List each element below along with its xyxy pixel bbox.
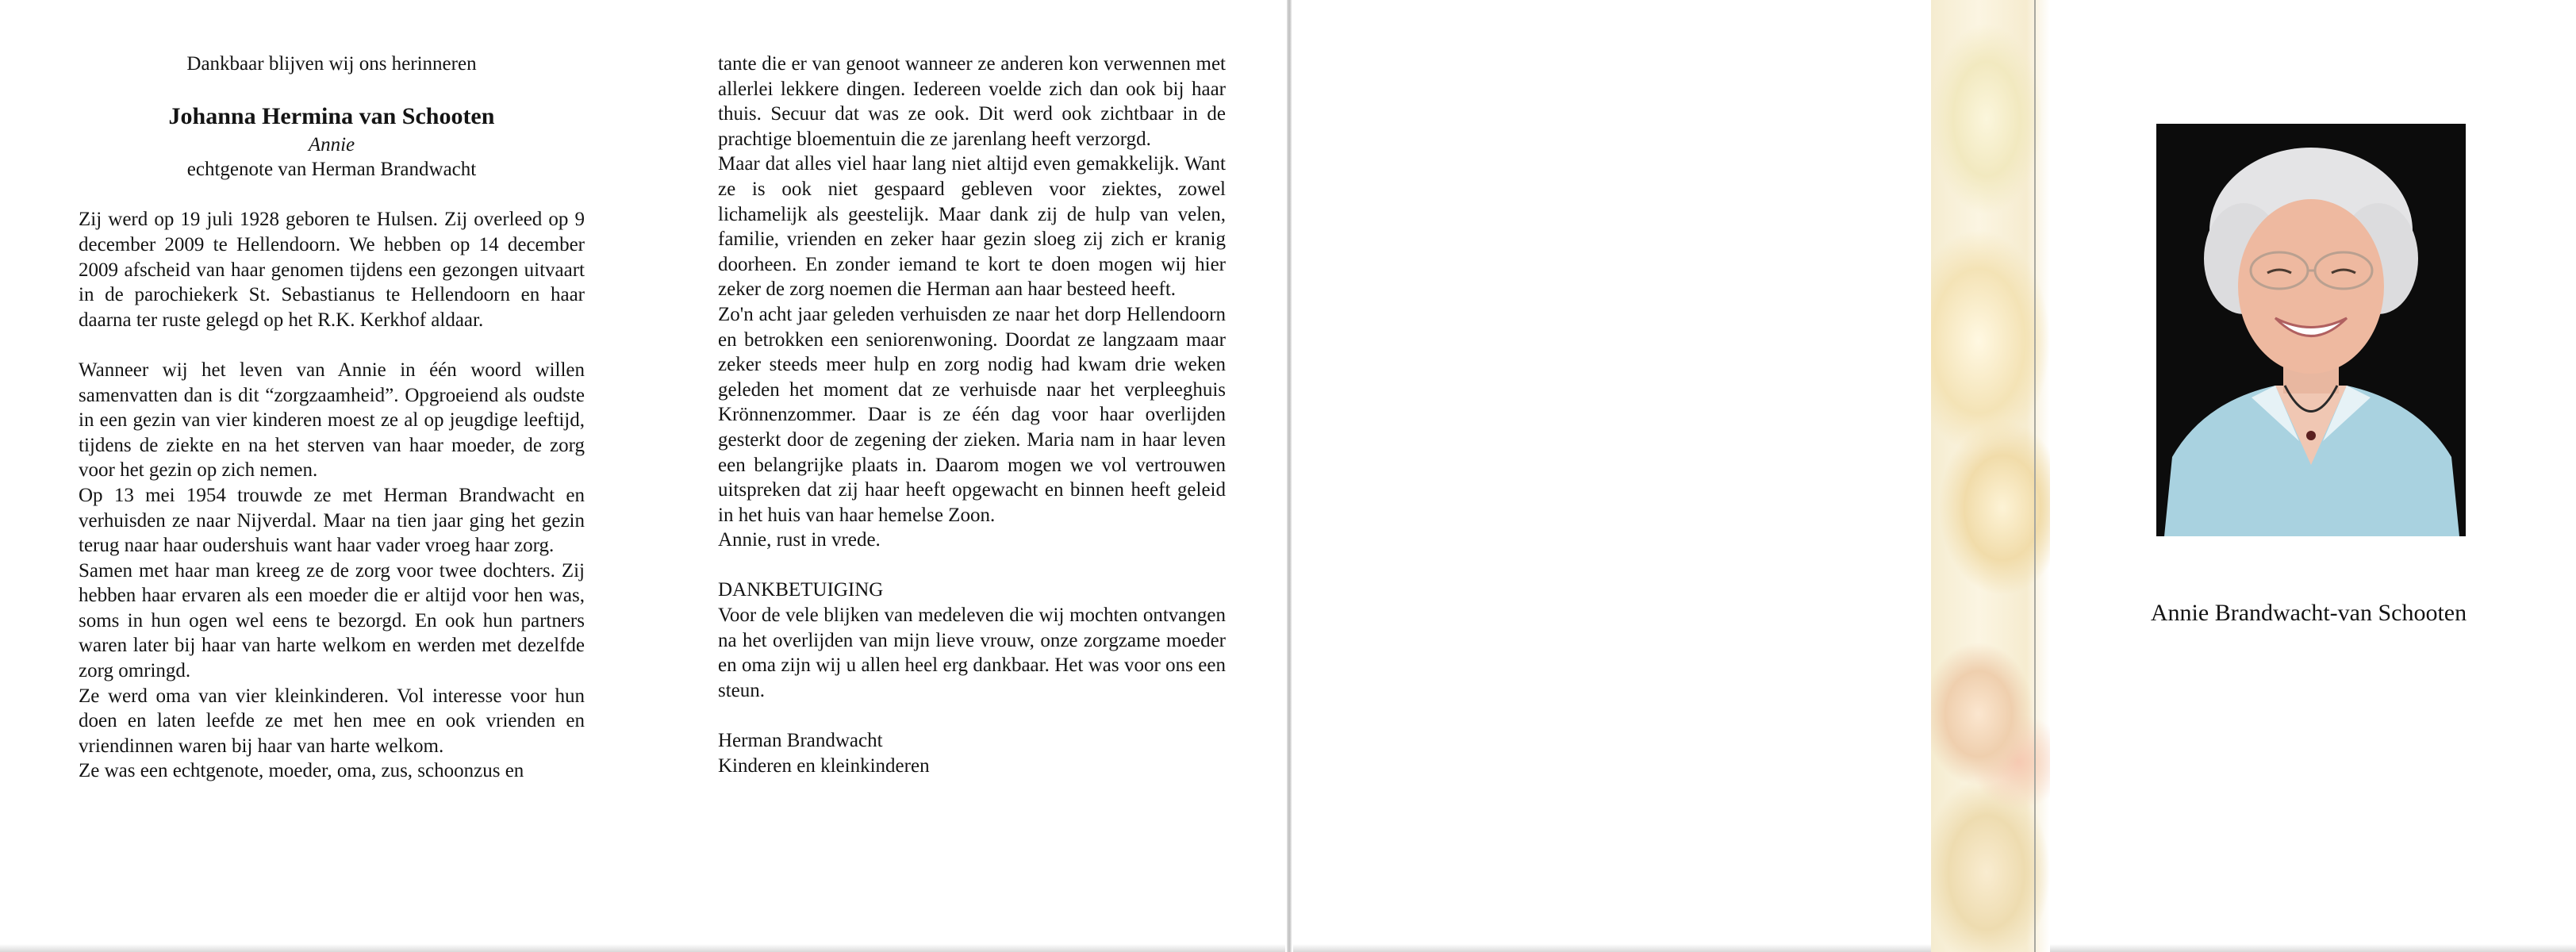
thanks-text: Voor de vele blijken van medeleven die wij mochten ontvangen na het overlijden van mijn lieve vrouw, onze zorgzame moeder en oma zijn wij u allen heel erg dankbaar. Het was voor ons een steun.	[718, 605, 1226, 701]
page-edge	[0, 944, 1285, 952]
deceased-name: Johanna Hermina van Schooten	[168, 102, 495, 129]
biography-paragraph: Maar dat alles viel haar lang niet altijd even gemakkelijk. Want ze is ook niet gespaard gebleven voor ziektes, zowel lichamelijk als geestelijk. Maar dank zij de hulp van velen, familie, vrienden en zeker haar gezin sloeg zij zich er kranig doorheen. En zonder iemand te kort te doen mogen wij hier zeker de zorg noemen die Herman aan haar besteed heeft.	[718, 153, 1226, 301]
biography-paragraph: Ze werd oma van vier kleinkinderen. Vol interesse voor hun doen en laten leefde ze met hen mee en ook vrienden en vriendinnen waren bij haar van harte welkom.	[79, 685, 585, 757]
right-text-column	[718, 52, 1226, 778]
biography-paragraph: Zij werd op 19 juli 1928 geboren te Hulsen. Zij overleed op 9 december 2009 te Hellendoorn. We hebben op 14 december 2009 afscheid van haar genomen tijdens een gezongen uitvaart in de parochiekerk St. Sebastianus te Hellendoorn en haar daarna ter ruste gelegd op het R.K. Kerkhof aldaar.	[79, 209, 585, 331]
biography-paragraph: Samen met haar man kreeg ze de zorg voor twee dochters. Zij hebben haar ervaren als een moeder die er altijd voor hen was, soms in hun ogen wel eens te bezorgd. En ook hun partners waren later bij haar van harte welkom en werden met dezelfde zorg omringd.	[79, 559, 585, 682]
portrait-photo	[2156, 124, 2466, 536]
nickname: Annie	[308, 133, 355, 155]
left-text-column	[79, 52, 585, 784]
biography-paragraph: Op 13 mei 1954 trouwde ze met Herman Brandwacht en verhuisden ze naar Nijverdal. Maar na tien jaar ging het gezin terug naar haar oudershuis want haar vader vroeg haar zorg.	[79, 484, 585, 557]
portrait-caption: Annie Brandwacht-van Schooten	[2150, 600, 2467, 626]
biography-paragraph: Wanneer wij het leven van Annie in één woord willen samenvatten dan is dit “zorgzaamheid”. Opgroeiend als oudste in een gezin van vier kinderen moest ze al op jeugdige leeftijd, tijdens de ziekte en na het sterven van haar moeder, de zorg voor het gezin op zich nemen.	[79, 359, 585, 482]
signature-line: Herman Brandwacht	[718, 730, 883, 752]
biography-paragraph: Ze was een echtgenote, moeder, oma, zus, schoonzus en	[79, 760, 524, 782]
flower-border	[1931, 0, 2050, 952]
page-fold	[1287, 0, 1292, 952]
fold-line	[2034, 0, 2036, 952]
biography-paragraph: Zo'n acht jaar geleden verhuisden ze naar het dorp Hellendoorn en betrokken een seniorenwoning. Doordat ze langzaam maar zeker steeds meer hulp en zorg nodig had kwam drie weken geleden het moment dat ze verhuisde naar het verpleeghuis Krönnenzommer. Daar is ze één dag voor haar overlijden gesterkt door de zegening der zieken. Maria nam in haar leven een belangrijke plaats in. Daarom mogen we vol vertrouwen uitspreken dat zij haar heeft opgewacht en binnen heeft geleid in het huis van haar hemelse Zoon.	[718, 303, 1226, 526]
inner-spread	[0, 0, 1285, 952]
signature-line: Kinderen en kleinkinderen	[718, 754, 930, 777]
closing-line: Annie, rust in vrede.	[718, 529, 881, 551]
biography-paragraph: tante die er van genoot wanneer ze anderen kon verwennen met allerlei lekkere dingen. Iedereen voelde zich dan ook bij haar thuis. Secuur dat was ze ook. Dit werd ook zichtbaar in de prachtige bloementuin die ze jarenlang heeft verzorgd.	[718, 53, 1226, 150]
intro-line: Dankbaar blijven wij ons herinneren	[186, 53, 477, 75]
spouse-line: echtgenote van Herman Brandwacht	[186, 159, 477, 181]
thanks-heading: DANKBETUIGING	[718, 579, 884, 601]
